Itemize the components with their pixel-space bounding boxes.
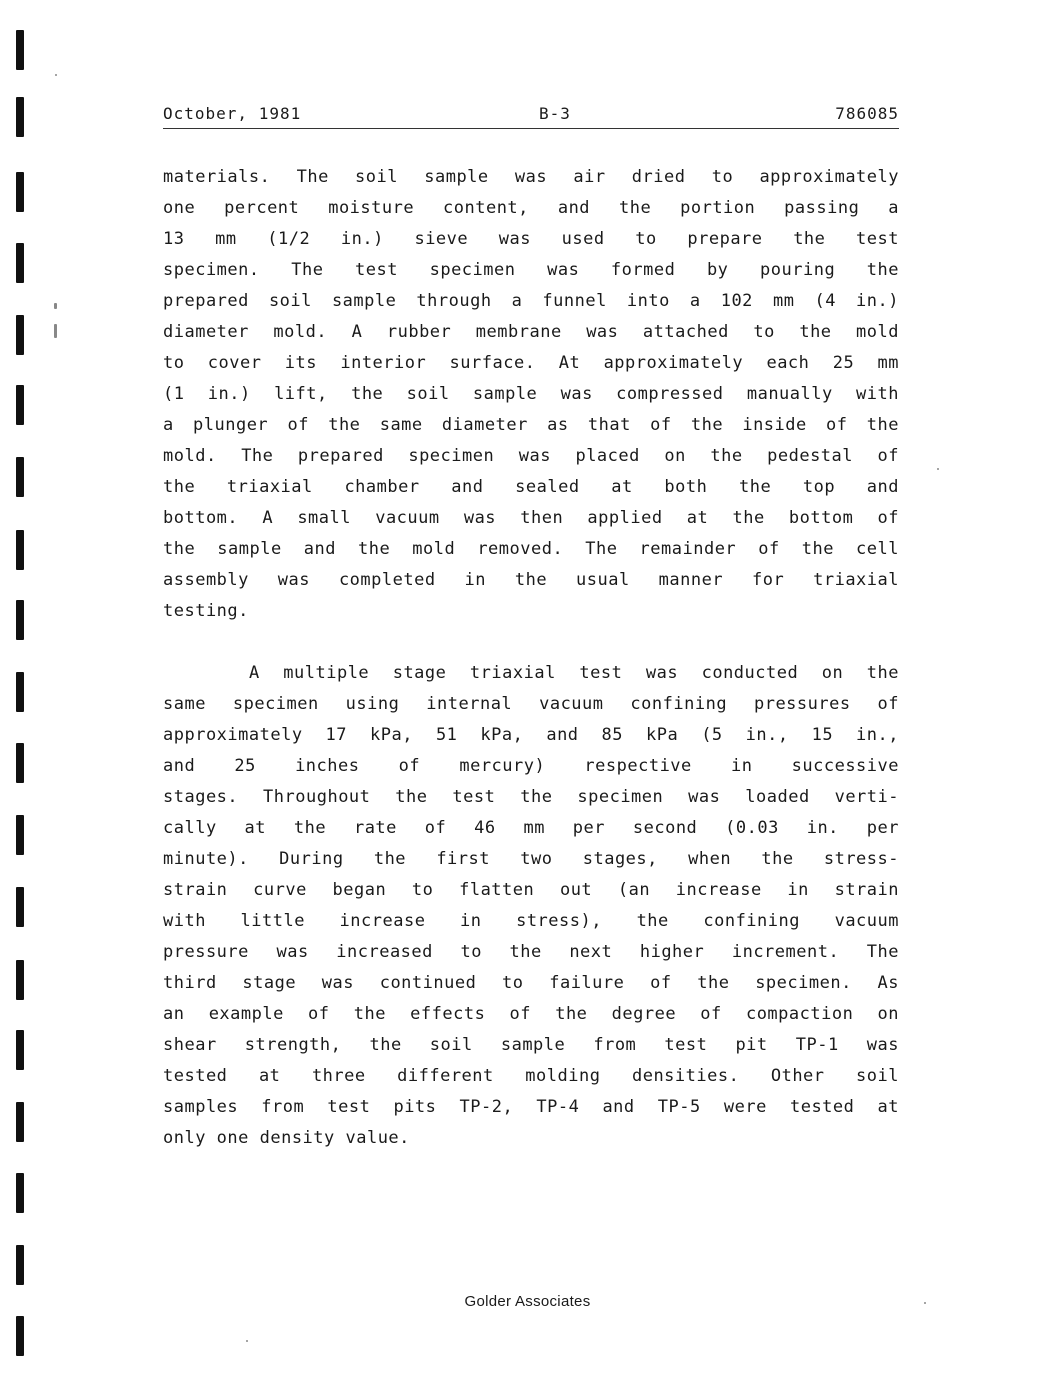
scan-speck	[54, 324, 57, 338]
binding-hole	[16, 30, 24, 70]
text-line: diameter mold. A rubber membrane was attached to the mold	[163, 322, 899, 342]
binding-hole	[16, 530, 24, 570]
binding-hole	[16, 887, 24, 927]
binding-holes	[16, 0, 36, 1380]
binding-hole	[16, 97, 24, 137]
text-line: the sample and the mold removed. The remainder of the cell	[163, 539, 899, 559]
binding-hole	[16, 1316, 24, 1356]
binding-hole	[16, 1245, 24, 1285]
binding-hole	[16, 815, 24, 855]
text-line: and 25 inches of mercury) respective in successive	[163, 756, 899, 776]
text-line: 13 mm (1/2 in.) sieve was used to prepare the test	[163, 229, 899, 249]
text-line: to cover its interior surface. At approximately each 25 mm	[163, 353, 899, 373]
header-project-number: 786085	[835, 104, 899, 123]
header-date: October, 1981	[163, 104, 302, 123]
text-line: samples from test pits TP-2, TP-4 and TP-5 were tested at	[163, 1097, 899, 1117]
page-header	[163, 102, 899, 129]
binding-hole	[16, 1030, 24, 1070]
text-line: mold. The prepared specimen was placed on the pedestal of	[163, 446, 899, 466]
text-line: one percent moisture content, and the portion passing a	[163, 198, 899, 218]
text-line: a plunger of the same diameter as that of the inside of the	[163, 415, 899, 435]
paragraph-1	[163, 162, 899, 627]
footer-company: Golder Associates	[464, 1293, 591, 1310]
text-line: tested at three different molding densities. Other soil	[163, 1066, 899, 1086]
binding-hole	[16, 743, 24, 783]
binding-hole	[16, 385, 24, 425]
text-line: approximately 17 kPa, 51 kPa, and 85 kPa (5 in., 15 in.,	[163, 725, 899, 745]
binding-hole	[16, 1102, 24, 1142]
binding-hole	[16, 243, 24, 283]
text-line: pressure was increased to the next higher increment. The	[163, 942, 899, 962]
text-line: A multiple stage triaxial test was conducted on the	[249, 663, 899, 683]
binding-hole	[16, 600, 24, 640]
text-line: stages. Throughout the test the specimen was loaded verti-	[163, 787, 899, 807]
text-line: strain curve began to flatten out (an increase in strain	[163, 880, 899, 900]
text-line: (1 in.) lift, the soil sample was compressed manually with	[163, 384, 899, 404]
text-line: the triaxial chamber and sealed at both the top and	[163, 477, 899, 497]
binding-hole	[16, 960, 24, 1000]
text-line: minute). During the first two stages, when the stress-	[163, 849, 899, 869]
paragraph-2	[163, 658, 899, 1154]
text-line: same specimen using internal vacuum confining pressures of	[163, 694, 899, 714]
text-line: bottom. A small vacuum was then applied at the bottom of	[163, 508, 899, 528]
text-line: specimen. The test specimen was formed by pouring the	[163, 260, 899, 280]
binding-hole	[16, 672, 24, 712]
scan-speck	[54, 303, 57, 309]
text-line: only one density value.	[163, 1128, 410, 1148]
binding-hole	[16, 457, 24, 497]
binding-hole	[16, 315, 24, 355]
text-line: shear strength, the soil sample from test pit TP-1 was	[163, 1035, 899, 1055]
binding-hole	[16, 172, 24, 212]
binding-hole	[16, 1173, 24, 1213]
header-page-number: B-3	[539, 104, 571, 123]
text-line: cally at the rate of 46 mm per second (0.03 in. per	[163, 818, 899, 838]
text-line: assembly was completed in the usual manner for triaxial	[163, 570, 899, 590]
text-line: an example of the effects of the degree of compaction on	[163, 1004, 899, 1024]
scan-speck	[246, 1340, 248, 1342]
text-line: prepared soil sample through a funnel into a 102 mm (4 in.)	[163, 291, 899, 311]
scan-speck	[55, 74, 57, 76]
text-line: third stage was continued to failure of the specimen. As	[163, 973, 899, 993]
text-line: with little increase in stress), the confining vacuum	[163, 911, 899, 931]
text-line: testing.	[163, 601, 249, 621]
scan-speck	[937, 468, 939, 470]
text-line: materials. The soil sample was air dried to approximately	[163, 167, 899, 187]
